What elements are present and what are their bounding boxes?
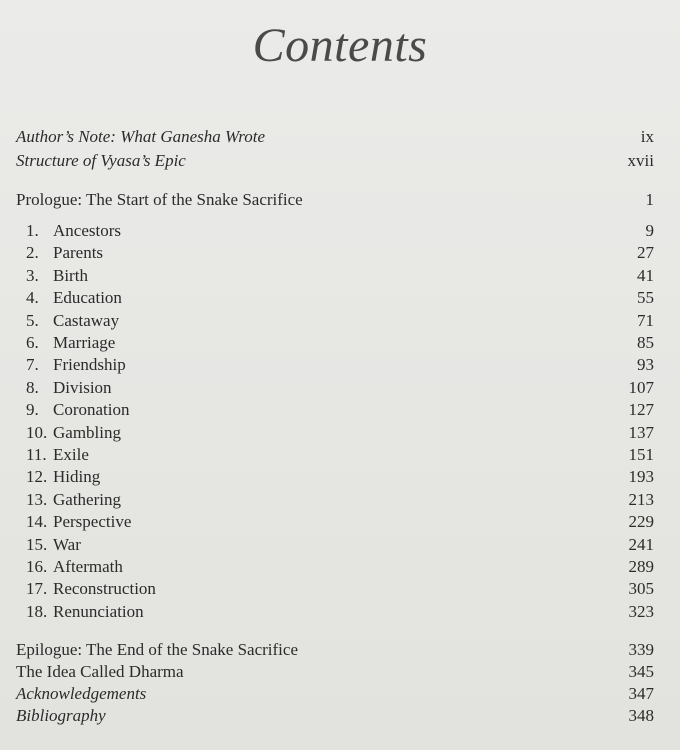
toc-entry-bibliography[interactable] <box>0 705 680 727</box>
toc-entry-label <box>26 534 81 556</box>
toc-entry-label <box>26 265 88 287</box>
toc-entry-label <box>26 601 144 623</box>
chapter-title: Gambling <box>53 422 121 442</box>
toc-entry-label <box>26 578 156 600</box>
toc-entry-chapter[interactable] <box>0 220 680 242</box>
toc-entry-page: 339 <box>628 640 654 659</box>
toc-entry-label <box>26 511 131 533</box>
chapter-title: Reconstruction <box>53 579 156 599</box>
toc-entry-page: 27 <box>637 243 654 263</box>
toc-entry-chapter[interactable] <box>0 489 680 511</box>
toc-entry-chapter[interactable] <box>0 601 680 623</box>
toc-entry-page: 289 <box>628 557 654 576</box>
chapter-number: 16. <box>26 557 48 576</box>
toc-entry-page: 151 <box>628 445 654 464</box>
toc-entry-page: 1 <box>645 190 654 209</box>
toc-entry-label: Epilogue: The End of the Snake Sacrifice <box>16 640 298 659</box>
toc-entry-label: Acknowledgements <box>16 684 147 703</box>
toc-entry-page: 137 <box>628 422 654 442</box>
page-title: Contents <box>252 19 428 72</box>
toc-entry-page: 71 <box>637 310 654 330</box>
toc-entry-label <box>26 377 112 399</box>
chapter-title: Exile <box>53 445 89 464</box>
toc-entry-chapter[interactable] <box>0 466 680 488</box>
toc-entry-page: 347 <box>628 684 654 703</box>
toc-entry-chapter[interactable] <box>0 444 680 466</box>
chapter-title: War <box>53 534 81 554</box>
chapter-title: Castaway <box>53 310 120 330</box>
chapter-title: Friendship <box>53 355 126 375</box>
toc-entry-label: Author’s Note: What Ganesha Wrote <box>16 127 266 146</box>
chapter-title: Ancestors <box>53 221 121 240</box>
toc-entry-page: 348 <box>628 706 654 725</box>
chapter-number: 7. <box>26 355 39 375</box>
toc-entry-authors-note[interactable] <box>0 126 680 148</box>
toc-entry-page: 323 <box>628 601 654 621</box>
toc-entry-label <box>26 556 123 578</box>
toc-entry-label <box>26 354 126 376</box>
toc-entry-chapter[interactable] <box>0 332 680 354</box>
toc-entry-page: 229 <box>628 512 654 532</box>
chapter-title: Gathering <box>53 489 121 509</box>
toc-entry-page: 213 <box>628 489 654 509</box>
toc-entry-page: 41 <box>637 265 654 285</box>
toc-entry-chapter[interactable] <box>0 310 680 332</box>
chapter-title: Education <box>53 288 122 308</box>
toc-entry-page: 55 <box>637 288 654 308</box>
chapter-number: 14. <box>26 512 48 532</box>
toc-entry-chapter[interactable] <box>0 422 680 444</box>
toc-entry-label <box>26 310 119 332</box>
toc-entry-chapter[interactable] <box>0 399 680 421</box>
toc-entry-epilogue[interactable] <box>0 639 680 661</box>
toc-entry-label <box>26 466 100 488</box>
toc-entry-chapter[interactable] <box>0 265 680 287</box>
toc-entry-label <box>26 422 121 444</box>
chapter-number: 5. <box>26 310 39 330</box>
chapter-number: 8. <box>26 377 39 397</box>
toc-entry-page: 9 <box>645 221 654 240</box>
toc-entry-page: 241 <box>628 534 654 554</box>
toc-entry-page: ix <box>640 127 654 146</box>
chapter-number: 3. <box>26 265 39 285</box>
toc-entry-page: 85 <box>637 333 654 352</box>
chapter-title: Hiding <box>53 467 101 487</box>
chapter-title: Parents <box>53 243 104 263</box>
chapter-number: 18. <box>26 601 48 621</box>
chapter-title: Coronation <box>53 400 130 420</box>
toc-entry-page: 107 <box>628 377 654 397</box>
chapter-title: Marriage <box>53 333 116 352</box>
toc-entry-label <box>26 399 130 421</box>
toc-entry-chapter[interactable] <box>0 578 680 600</box>
toc-entry-prologue[interactable] <box>0 189 680 211</box>
chapter-number: 6. <box>26 333 39 352</box>
toc-entry-chapter[interactable] <box>0 511 680 533</box>
chapter-number: 9. <box>26 400 39 420</box>
toc-entry-page: xvii <box>627 151 654 170</box>
toc-entry-page: 345 <box>628 662 654 681</box>
toc-entry-page: 305 <box>628 579 654 599</box>
toc-entry-page: 193 <box>628 467 654 487</box>
toc-entry-label: The Idea Called Dharma <box>16 662 184 681</box>
chapter-number: 2. <box>26 243 39 263</box>
toc-entry-label <box>26 444 89 466</box>
toc-entry-label: Bibliography <box>16 706 106 725</box>
chapter-number: 13. <box>26 489 48 509</box>
toc-entry-label <box>26 332 115 354</box>
toc-entry-label: Structure of Vyasa’s Epic <box>16 151 186 170</box>
toc-entry-chapter[interactable] <box>0 556 680 578</box>
toc-entry-label <box>26 287 122 309</box>
toc-entry-chapter[interactable] <box>0 534 680 556</box>
chapter-title: Division <box>53 377 112 397</box>
toc-entry-page: 127 <box>628 400 654 420</box>
chapter-title: Birth <box>53 265 88 285</box>
toc-entry-page: 93 <box>637 355 654 375</box>
toc-entry-label <box>26 242 103 264</box>
chapter-number: 12. <box>26 467 48 487</box>
toc-entry-structure[interactable] <box>0 150 680 172</box>
toc-entry-chapter[interactable] <box>0 242 680 264</box>
toc-entry-chapter[interactable] <box>0 377 680 399</box>
toc-entry-label: Prologue: The Start of the Snake Sacrifice <box>16 190 303 209</box>
chapter-title: Aftermath <box>53 557 123 576</box>
chapter-number: 15. <box>26 534 48 554</box>
toc-entry-acknowledgements[interactable] <box>0 683 680 705</box>
toc-entry-label <box>26 220 121 242</box>
chapter-number: 10. <box>26 422 48 442</box>
chapter-number: 1. <box>26 221 39 240</box>
chapter-title: Perspective <box>53 512 132 532</box>
toc-entry-chapter[interactable] <box>0 354 680 376</box>
toc-entry-chapter[interactable] <box>0 287 680 309</box>
toc-entry-dharma[interactable] <box>0 661 680 683</box>
chapter-number: 17. <box>26 579 48 599</box>
toc-entry-label <box>26 489 121 511</box>
chapter-title: Renunciation <box>53 601 144 621</box>
chapter-number: 4. <box>26 288 39 308</box>
chapter-number: 11. <box>26 445 47 464</box>
